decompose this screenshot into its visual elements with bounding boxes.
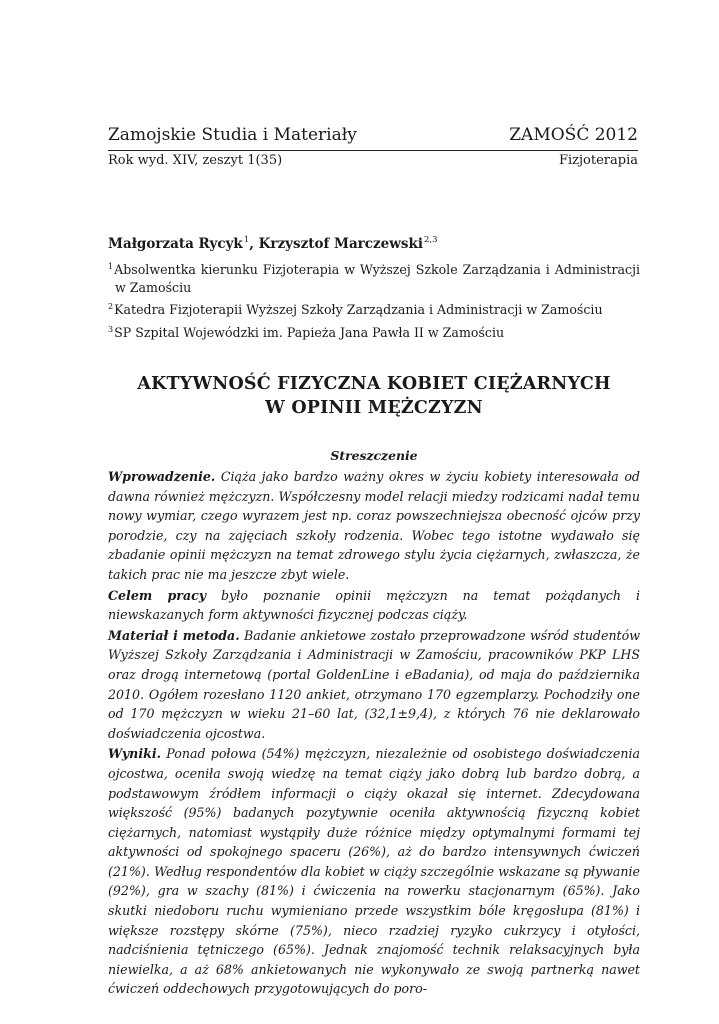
journal-header: [108, 125, 638, 145]
affiliation-text: Absolwentka kierunku Fizjoterapia w Wyższej Szkole Zarządzania i Administracji w Zamościu: [114, 262, 640, 295]
affiliation-text: SP Szpital Wojewódzki im. Papieża Jana Pawła II w Zamościu: [114, 324, 505, 340]
paper-title: [108, 372, 640, 420]
paragraph-lead: Wprowadzenie.: [108, 469, 216, 484]
abstract-body: [108, 467, 640, 1000]
paragraph-text: Badanie ankietowe zostało przeprowadzone wśród studentów Wyższej Szkoły Zarządzania i Administracji w Zamościu, pracowników PKP LHS oraz drogą internetową (portal GoldenLine i eBadania), od maja do października 2010. Ogółem rozesłano 1120 ankiet, otrzymano 170 egzemplarzy. Pochodziły one od 170 mężczyzn w wieku 21–60 lat, (32,1±9,4), z których 76 nie deklarowało doświadczenia ojcostwa.: [108, 627, 640, 741]
affiliation: [108, 321, 640, 342]
affiliation: [108, 298, 640, 319]
abstract-paragraph: [108, 586, 640, 625]
author-affiliation-mark: 2,3: [423, 235, 438, 245]
paragraph-lead: Celem pracy: [108, 587, 207, 603]
journal-volume: Rok wyd. XIV, zeszyt 1(35): [108, 153, 283, 168]
abstract-paragraph: [108, 744, 640, 999]
affiliation-number: 3: [108, 324, 114, 334]
affiliation: [108, 258, 640, 296]
header-rule: [108, 150, 638, 151]
author-list: [108, 231, 438, 253]
paper-title-line: W OPINII MĘŻCZYZN: [265, 398, 483, 418]
abstract-heading: Streszczenie: [330, 448, 418, 463]
affiliation-list: [108, 258, 640, 343]
paragraph-text: było poznanie opinii mężczyzn na temat pożądanych i niewskazanych form aktywności fizycznej podczas ciąży.: [108, 587, 640, 623]
journal-title: Zamojskie Studia i Materiały: [108, 125, 357, 145]
abstract-paragraph: [108, 467, 640, 585]
paragraph-text: Ciąża jako bardzo ważny okres w życiu kobiety interesowała od dawna również mężczyzn. Współczesny model relacji miedzy rodzicami nadał temu nowy wymiar, czego wyrazem jest np. coraz powszechniejsza obecność ojców przy porodzie, czy na zajęciach szkoły rodzenia. Wobec tego istotne wydawało się zbadanie opinii mężczyzn na temat zdrowego stylu życia ciężarnych, zwłaszcza, że takich prac nie ma jeszcze zbyt wiele.: [108, 469, 640, 582]
author-name: Krzysztof Marczewski: [258, 236, 423, 252]
affiliation-text: Katedra Fizjoterapii Wyższej Szkoły Zarządzania i Administracji w Zamościu: [114, 302, 603, 318]
abstract-paragraph: [108, 626, 640, 744]
paragraph-text: Ponad połowa (54%) mężczyzn, niezależnie od osobistego doświadczenia ojcostwa, oceniła swoją wiedzę na temat ciąży jako dobrą lub bardzo dobrą, a podstawowym źródłem informacji o ciąży okazał się internet. Zdecydowana większość (95%) badanych pozytywnie oceniła aktywnością fizyczną kobiet ciężarnych, natomiast wystąpiły duże różnice między optymalnymi formami tej aktywności od spokojnego spaceru (26%), aż do bardzo intensywnych ćwiczeń (21%). Według respondentów dla kobiet w ciąży szczególnie wskazane są pływanie (92%), gra w szachy (81%) i ćwiczenia na rowerku stacjonarnym (65%). Jako skutki niedoboru ruchu wymieniano przede wszystkim bóle kręgosłupa (81%) i większe rozstępy skórne (75%), nieco rzadziej ryzyko cukrzycy i otyłości, nadciśnienia tętniczego (65%). Jednak znajomość technik relaksacyjnych była niewielka, a aż 68% ankietowanych nie wykonywało ze swoją partnerką nawet ćwiczeń oddechowych przygotowujących do poro-: [108, 746, 640, 997]
author-separator: ,: [249, 236, 259, 252]
author-name: Małgorzata Rycyk: [108, 236, 243, 252]
affiliation-number: 2: [108, 302, 114, 312]
author-affiliation-mark: 1: [243, 235, 250, 245]
paper-title-line: AKTYWNOŚĆ FIZYCZNA KOBIET CIĘŻARNYCH: [137, 374, 611, 394]
journal-section: Fizjoterapia: [559, 153, 638, 168]
affiliation-number: 1: [108, 262, 114, 271]
journal-subheader: [108, 153, 638, 169]
journal-city-year: ZAMOŚĆ 2012: [509, 125, 638, 145]
paragraph-lead: Wyniki.: [108, 746, 162, 762]
paragraph-lead: Materiał i metoda.: [108, 627, 240, 643]
